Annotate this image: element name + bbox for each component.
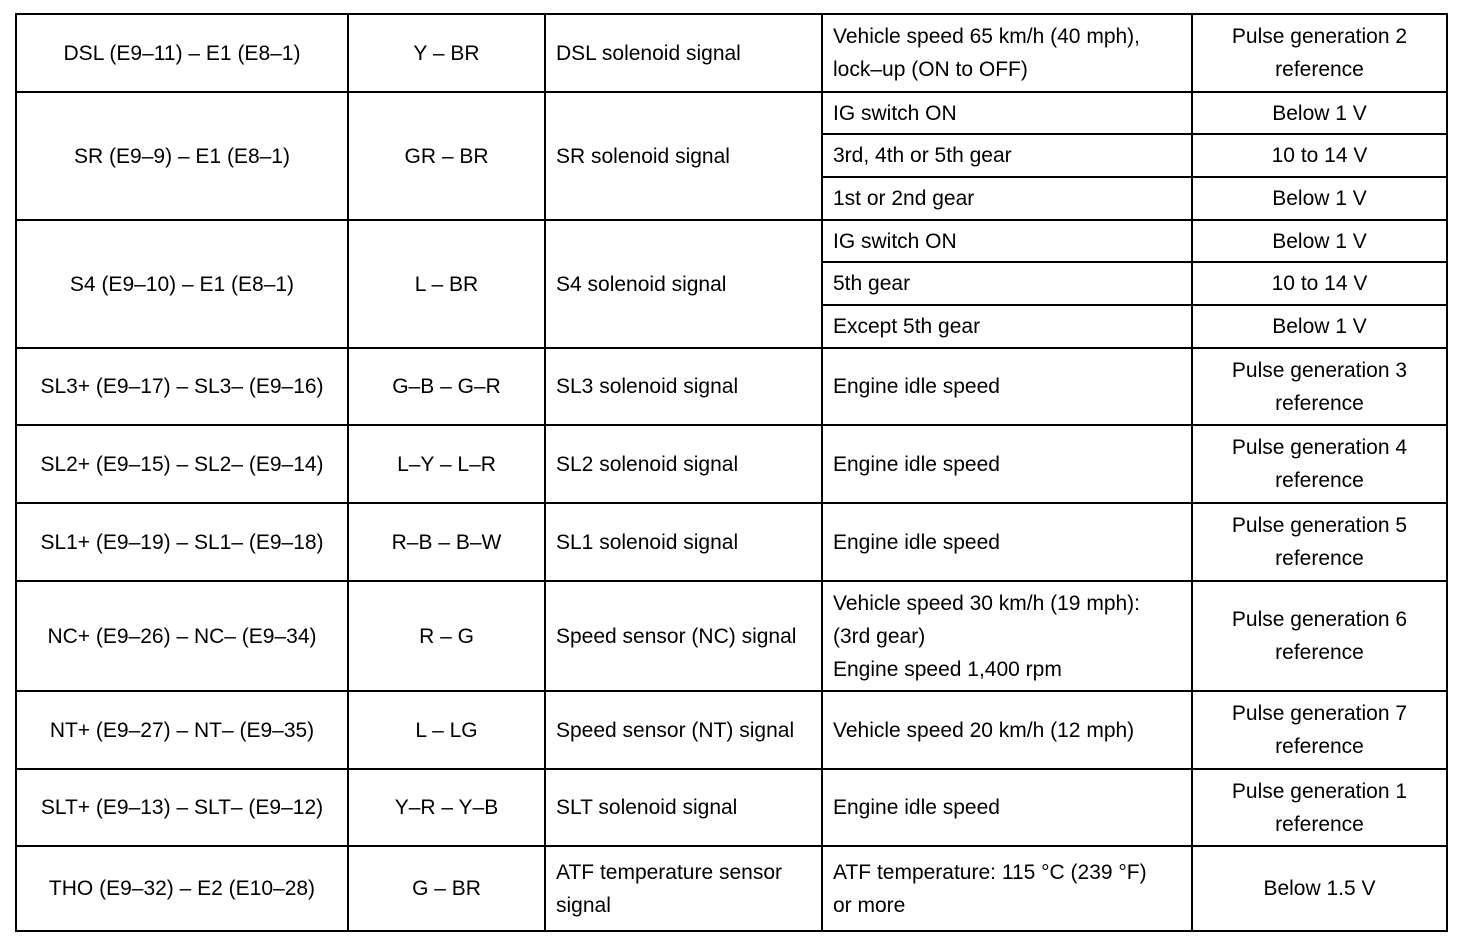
terminal-cell: NT+ (E9–27) – NT– (E9–35) [16, 691, 348, 769]
wiring-color-cell: Y – BR [348, 14, 545, 92]
table-row [16, 220, 1447, 262]
terminal-cell: SL1+ (E9–19) – SL1– (E9–18) [16, 503, 348, 581]
specified-condition-cell [1192, 134, 1447, 177]
cell-line: Below 1 V [1272, 187, 1367, 210]
cell-line: Engine speed 1,400 rpm [833, 657, 1062, 681]
cell-line: reference [1275, 812, 1364, 836]
cell-line: 5th gear [833, 272, 911, 295]
cell-line: Engine idle speed [833, 452, 1000, 476]
cell-line: Except 5th gear [833, 315, 981, 338]
cell-line: SL3 solenoid signal [556, 375, 739, 398]
cell-line: reference [1275, 735, 1364, 758]
condition-cell [822, 14, 1192, 92]
cell-line: Engine idle speed [833, 375, 1000, 398]
wiring-color-cell: L – LG [348, 691, 545, 769]
cell-line: Vehicle speed 65 km/h (40 mph), [833, 25, 1141, 48]
condition-cell [822, 691, 1192, 769]
cell-line: DSL solenoid signal [556, 41, 741, 65]
specified-condition-cell [1192, 769, 1447, 846]
cell-line: signal [556, 893, 611, 917]
wiring-color-cell: GR – BR [348, 92, 545, 220]
wiring-color-cell: L–Y – L–R [348, 425, 545, 503]
cell-line: Pulse generation 7 [1231, 702, 1408, 725]
description-cell [545, 581, 822, 691]
condition-cell [822, 769, 1192, 846]
table-row [16, 14, 1447, 92]
cell-line: Pulse generation 1 [1231, 779, 1408, 803]
condition-cell [822, 581, 1192, 691]
specified-condition-cell [1192, 220, 1447, 262]
specified-condition-cell [1192, 348, 1447, 425]
condition-cell [822, 220, 1192, 262]
cell-line: SL1 solenoid signal [556, 530, 739, 554]
cell-line: lock–up (ON to OFF) [833, 58, 1028, 81]
cell-line: Speed sensor (NC) signal [556, 624, 797, 648]
cell-line: ATF temperature sensor [556, 860, 783, 884]
cell-line: Pulse generation 4 [1231, 436, 1408, 459]
specified-condition-cell [1192, 262, 1447, 305]
terminal-cell: SR (E9–9) – E1 (E8–1) [16, 92, 348, 220]
terminal-cell: DSL (E9–11) – E1 (E8–1) [16, 14, 348, 92]
cell-line: 3rd, 4th or 5th gear [833, 144, 1012, 167]
condition-cell [822, 425, 1192, 503]
cell-line: Vehicle speed 20 km/h (12 mph) [833, 718, 1135, 742]
cell-line: 10 to 14 V [1271, 272, 1368, 295]
table-body [16, 14, 1447, 931]
wiring-color-cell: R–B – B–W [348, 503, 545, 581]
wiring-color-cell: G–B – G–R [348, 348, 545, 425]
specified-condition-cell [1192, 691, 1447, 769]
specified-condition-cell [1192, 846, 1447, 931]
cell-line: Engine idle speed [833, 530, 1000, 554]
cell-line: reference [1275, 58, 1364, 81]
description-cell [545, 348, 822, 425]
terminal-cell: NC+ (E9–26) – NC– (E9–34) [16, 581, 348, 691]
cell-line: Speed sensor (NT) signal [556, 718, 795, 742]
cell-line: reference [1275, 469, 1364, 492]
table-row [16, 348, 1447, 425]
cell-line: Pulse generation 5 [1231, 514, 1408, 537]
condition-cell [822, 846, 1192, 931]
specified-condition-cell [1192, 425, 1447, 503]
cell-line: SR solenoid signal [556, 144, 730, 168]
cell-line: Below 1 V [1272, 101, 1367, 125]
cell-line: Below 1 V [1272, 229, 1367, 253]
cell-line: SL2 solenoid signal [556, 452, 739, 476]
description-cell [545, 14, 822, 92]
description-cell [545, 691, 822, 769]
condition-cell [822, 503, 1192, 581]
description-cell [545, 92, 822, 220]
terminal-cell: SLT+ (E9–13) – SLT– (E9–12) [16, 769, 348, 846]
cell-line: Pulse generation 3 [1231, 358, 1408, 382]
cell-line: Below 1.5 V [1263, 877, 1376, 900]
condition-cell [822, 348, 1192, 425]
specified-condition-cell [1192, 14, 1447, 92]
cell-line: Below 1 V [1272, 315, 1367, 338]
cell-line: IG switch ON [833, 229, 957, 253]
specified-condition-cell [1192, 581, 1447, 691]
terminal-cell: SL3+ (E9–17) – SL3– (E9–16) [16, 348, 348, 425]
condition-cell [822, 262, 1192, 305]
cell-line: S4 solenoid signal [556, 272, 727, 296]
cell-line: (3rd gear) [833, 624, 926, 648]
cell-line: SLT solenoid signal [556, 796, 738, 819]
cell-line: 10 to 14 V [1271, 144, 1368, 167]
condition-cell [822, 92, 1192, 134]
cell-line: Pulse generation 2 [1231, 25, 1408, 48]
specified-condition-cell [1192, 503, 1447, 581]
description-cell [545, 769, 822, 846]
table-row [16, 503, 1447, 581]
condition-cell [822, 177, 1192, 220]
table-row [16, 581, 1447, 691]
description-cell [545, 846, 822, 931]
cell-line: 1st or 2nd gear [833, 187, 975, 210]
terminal-cell: S4 (E9–10) – E1 (E8–1) [16, 220, 348, 348]
cell-line: Engine idle speed [833, 796, 1000, 819]
specified-condition-cell [1192, 177, 1447, 220]
cell-line: ATF temperature: 115 °C (239 °F) [833, 860, 1147, 884]
table-row [16, 691, 1447, 769]
condition-cell [822, 134, 1192, 177]
wiring-color-cell: G – BR [348, 846, 545, 931]
cell-line: IG switch ON [833, 101, 957, 125]
cell-line: reference [1275, 547, 1364, 570]
specified-condition-cell [1192, 305, 1447, 348]
cell-line: or more [833, 893, 906, 917]
terminal-cell: SL2+ (E9–15) – SL2– (E9–14) [16, 425, 348, 503]
specified-condition-cell [1192, 92, 1447, 134]
wiring-color-cell: Y–R – Y–B [348, 769, 545, 846]
terminal-cell: THO (E9–32) – E2 (E10–28) [16, 846, 348, 931]
description-cell [545, 503, 822, 581]
description-cell [545, 220, 822, 348]
cell-line: Pulse generation 6 [1231, 608, 1408, 631]
condition-cell [822, 305, 1192, 348]
description-cell [545, 425, 822, 503]
terminal-spec-table [15, 13, 1448, 932]
cell-line: reference [1275, 391, 1364, 415]
wiring-color-cell: R – G [348, 581, 545, 691]
table-row [16, 425, 1447, 503]
cell-line: Vehicle speed 30 km/h (19 mph): [833, 591, 1141, 615]
table-row [16, 92, 1447, 134]
table-row [16, 846, 1447, 931]
table-row [16, 769, 1447, 846]
cell-line: reference [1275, 641, 1364, 664]
wiring-color-cell: L – BR [348, 220, 545, 348]
